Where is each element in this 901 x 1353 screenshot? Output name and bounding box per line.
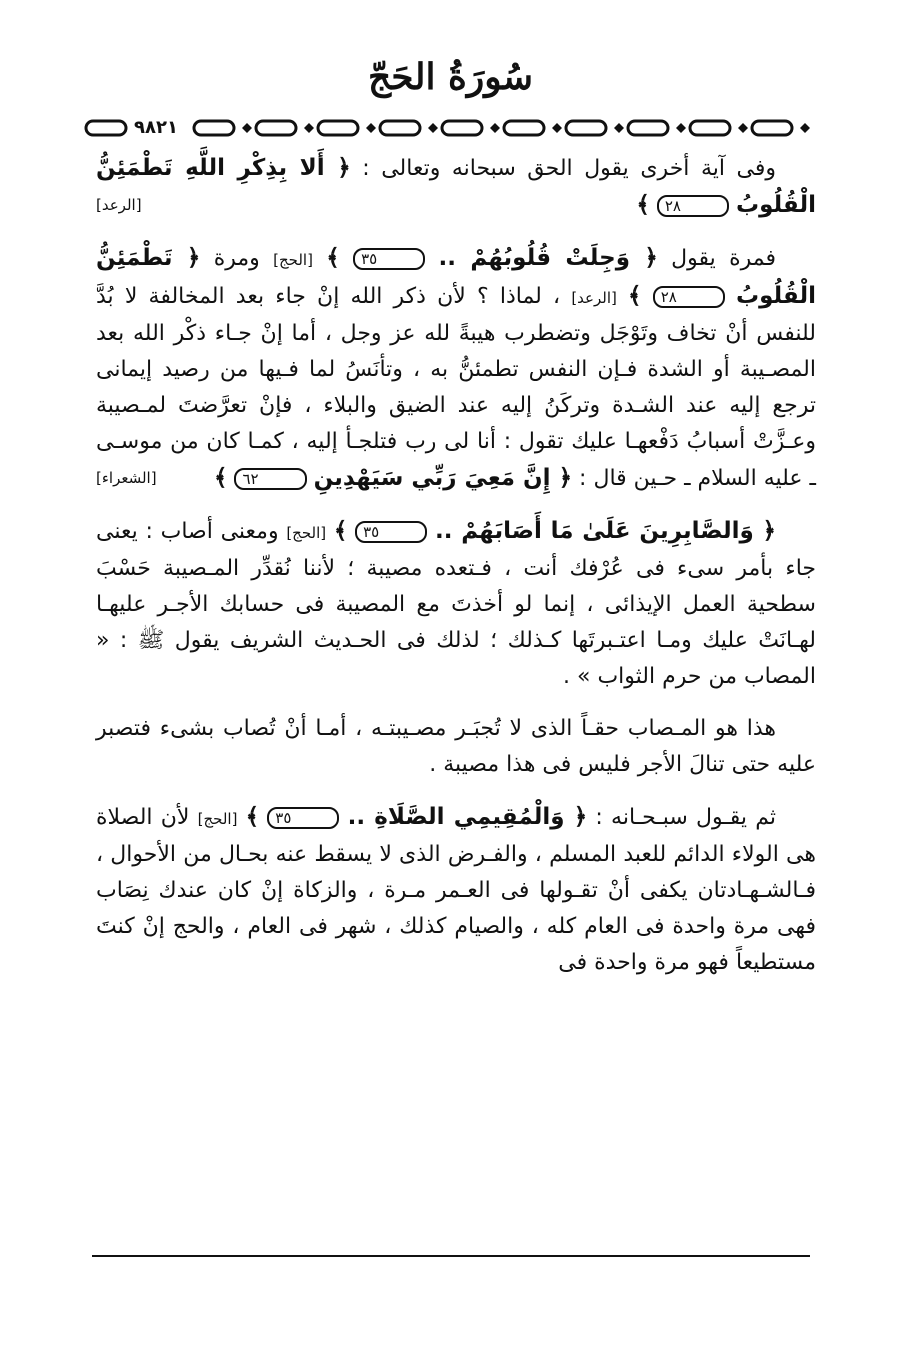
quran-verse: ﴿ وَجِلَتْ قُلُوبُهُمْ ..: [438, 245, 658, 271]
ornament-diamond: [366, 123, 376, 133]
verse-number: ٦٢: [234, 468, 306, 490]
paragraph-text: ، لماذا ؟ لأن ذكر الله إنْ جاء بعد المخالفة لا بُدَّ للنفس أنْ تخاف وتَوْجَل وتضطرب هيبةً لله عز وجل ، أما إنْ جـاء ذكْر الله بعد المصـيبة أو الشدة فـإن النفس تطمئنُّ به ، وتأنَسُ لما فـيها من رصيد إيمانى ترجع إليه عند الشـدة وتركَنُ إليه عند الضيق والبلاء ، فإنْ تعرَّضتَ لمـصيبة وعـزَّتْ أسبابُ دَفْعهـا عليك تقول : أنا لى رب فتلجـأ إليه ، كمـا كان من موسـى ـ عليه السلام ـ حـين قال :: [96, 284, 816, 491]
surah-reference: [الحج]: [273, 251, 313, 269]
quran-verse: ﴿ تَطْمَئِنُّ الْقُلُوبُ: [96, 245, 816, 309]
page-number: ٩٨٢١: [134, 117, 178, 138]
ornament-oval: [566, 121, 606, 135]
footer-rule: [92, 1255, 810, 1257]
ornament-chain-icon: [84, 116, 818, 140]
paragraph-2: [96, 240, 816, 497]
paragraph-4: [96, 711, 816, 783]
ornament-diamond: [428, 123, 438, 133]
surah-reference: [الرعد]: [571, 289, 617, 307]
ornament-oval: [194, 121, 234, 135]
quran-verse: ﴿ أَلا بِذِكْرِ اللَّهِ تَطْمَئِنُّ الْقُلُوبُ: [96, 155, 816, 218]
surah-reference: [الحج]: [197, 810, 238, 828]
quran-bracket-close: ﴾: [333, 518, 348, 544]
ornament-diamond: [552, 123, 562, 133]
quran-verse: ﴿ وَالصَّابِرِينَ عَلَىٰ مَا أَصَابَهُمْ ..: [435, 518, 776, 544]
paragraph-text: فمرة يقول: [657, 246, 776, 271]
page-header: [0, 55, 901, 99]
ornament-oval: [690, 121, 730, 135]
ornament-diamond: [800, 123, 810, 133]
ornament-diamond: [614, 123, 624, 133]
ornament-diamond: [242, 123, 252, 133]
verse-number: ٣٥: [353, 248, 425, 270]
quran-bracket-close: ﴾: [326, 245, 340, 271]
ornament-diamond: [676, 123, 686, 133]
quran-verse: ﴿ وَالْمُقِيمِي الصَّلَاةِ ..: [347, 804, 588, 830]
verse-number: ٢٨: [657, 195, 729, 217]
ornament-diamond: [490, 123, 500, 133]
verse-number: ٣٥: [355, 521, 427, 543]
paragraph-text: لأن الصلاة هى الولاء الدائم للعبد المسلم ، والفـرض الذى لا يسقط عنه بحـال من الأحوال ، فـالشـهـادتان يكفى أنْ تقـولها فى العـمر مـرة ، والزكاة إنْ كان عندك نِصَاب فهى مرة واحدة فى العام كله ، والصيام كذلك ، شهر فى العام ، والحج إنْ كنتَ مستطيعاً فهو مرة واحدة فى: [96, 805, 816, 975]
ornament-oval: [380, 121, 420, 135]
surah-title: سُورَةُ الحَجّ: [368, 56, 533, 98]
surah-reference: [الرعد]: [96, 196, 142, 214]
paragraph-text: ومرة: [200, 246, 260, 271]
quran-bracket-close: ﴾: [245, 804, 260, 830]
paragraph-text: ثم يقـول سبـحـانه :: [587, 805, 776, 830]
ornament-oval: [256, 121, 296, 135]
ornament-oval: [628, 121, 668, 135]
quran-bracket-close: ﴾: [636, 192, 650, 218]
ornament-oval: [442, 121, 482, 135]
quran-bracket-close: ﴾: [213, 465, 228, 491]
quran-verse: ﴿ إِنَّ مَعِيَ رَبِّي سَيَهْدِينِ: [313, 465, 573, 491]
page-text: [96, 150, 816, 997]
verse-number: ٢٨: [653, 286, 725, 308]
ornament-oval: [86, 121, 126, 135]
verse-number: ٣٥: [267, 807, 339, 829]
paragraph-1: [96, 150, 816, 224]
paragraph-text: ومعنى أصاب : يعنى جاء بأمر سىء فى عُرْفك أنت ، فـتعده مصيبة ؛ لأننا نُقدِّر المـصيبة حَسْبَ سطحية العمل الإيذائى ، إنما لو أخذتَ مع المصيبة فى حسابك الأجـر عليهـا لهـانَتْ عليك ومـا اعتـبرتَها كـذلك ؛ لذلك فى الحـديث الشريف يقول ﷺ : « المصاب من حرم الثواب » .: [96, 519, 816, 689]
paragraph-text: هذا هو المـصاب حقـاً الذى لا تُجبَـر مصـيبتـه ، أمـا أنْ تُصاب بشىء فتصبر عليه حتى تنالَ الأجر فليس فى هذا مصيبة .: [96, 716, 816, 777]
surah-reference: [الشعراء]: [96, 469, 157, 487]
ornament-oval: [752, 121, 792, 135]
surah-reference: [الحج]: [286, 524, 327, 542]
ornament-oval: [318, 121, 358, 135]
paragraph-text: وفى آية أخرى يقول الحق سبحانه وتعالى :: [350, 156, 776, 181]
paragraph-3: [96, 513, 816, 695]
paragraph-5: [96, 799, 816, 981]
ornament-diamond: [304, 123, 314, 133]
quran-bracket-close: ﴾: [628, 283, 642, 309]
ornamental-border: [84, 116, 818, 140]
ornament-diamond: [738, 123, 748, 133]
ornament-oval: [504, 121, 544, 135]
